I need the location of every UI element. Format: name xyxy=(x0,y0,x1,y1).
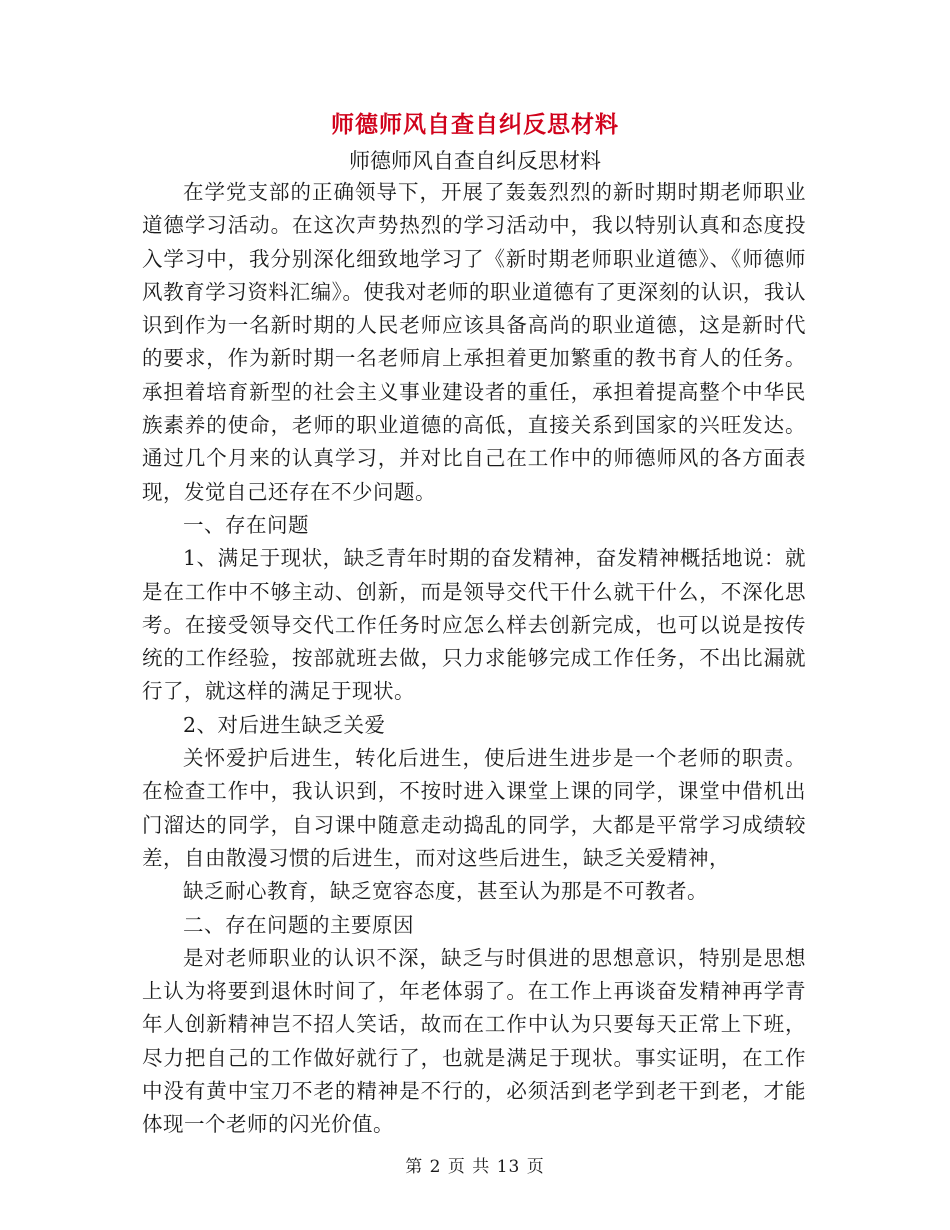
section-heading-problems: 一、存在问题 xyxy=(183,512,309,537)
paragraph-causes: 是对老师职业的认识不深，缺乏与时俱进的思想意识，特别是思想上认为将要到退休时间了，年老体弱了。在工作上再谈奋发精神再学青年人创新精神岂不招人笑话，故而在工作中认为只要每天正常上下班，尽力把自己的工作做好就行了，也就是满足于现状。事实证明，在工作中没有黄中宝刀不老的精神是不行的，必须活到老学到老干到老，才能体现一个老师的闪光价值。 xyxy=(142,945,806,1137)
document-body xyxy=(142,176,806,1142)
paragraph-intro: 在学党支部的正确领导下，开展了轰轰烈烈的新时期时期老师职业道德学习活动。在这次声势热烈的学习活动中，我以特别认真和态度投入学习中，我分别深化细致地学习了《新时期老师职业道德》、《师德师风教育学习资料汇编》。使我对老师的职业道德有了更深刻的认识，我认识到作为一名新时期的人民老师应该具备高尚的职业道德，这是新时代的要求，作为新时期一名老师肩上承担着更加繁重的教书育人的任务。承担着培育新型的社会主义事业建设者的重任，承担着提高整个中华民族素养的使命，老师的职业道德的高低，直接关系到国家的兴旺发达。通过几个月来的认真学习，并对比自己在工作中的师德师风的各方面表现，发觉自己还存在不少问题。 xyxy=(142,180,806,504)
document-subtitle: 师德师风自查自纠反思材料 xyxy=(349,149,601,173)
document-title: 师德师风自查自纠反思材料 xyxy=(331,111,619,138)
paragraph-problem-2: 关怀爱护后进生，转化后进生，使后进生进步是一个老师的职责。在检查工作中，我认识到，不按时进入课堂上课的同学，课堂中借机出门溜达的同学，自习课中随意走动捣乱的同学，大都是平常学习成绩较差，自由散漫习惯的后进生，而对这些后进生，缺乏关爱精神， xyxy=(142,746,806,870)
section-heading-causes: 二、存在问题的主要原因 xyxy=(183,912,414,937)
paragraph-problem-2-continued: 缺乏耐心教育，缺乏宽容态度，甚至认为那是不可教者。 xyxy=(183,879,708,904)
page-number-footer: 第 2 页 共 13 页 xyxy=(405,1157,545,1177)
subheading-problem-2: 2、对后进生缺乏关爱 xyxy=(183,712,386,737)
paragraph-problem-1: 1、满足于现状，缺乏青年时期的奋发精神，奋发精神概括地说：就是在工作中不够主动、创新，而是领导交代干什么就干什么，不深化思考。在接受领导交代工作任务时应怎么样去创新完成，也可以说是按传统的工作经验，按部就班去做，只力求能够完成工作任务，不出比漏就行了，就这样的满足于现状。 xyxy=(142,546,806,704)
